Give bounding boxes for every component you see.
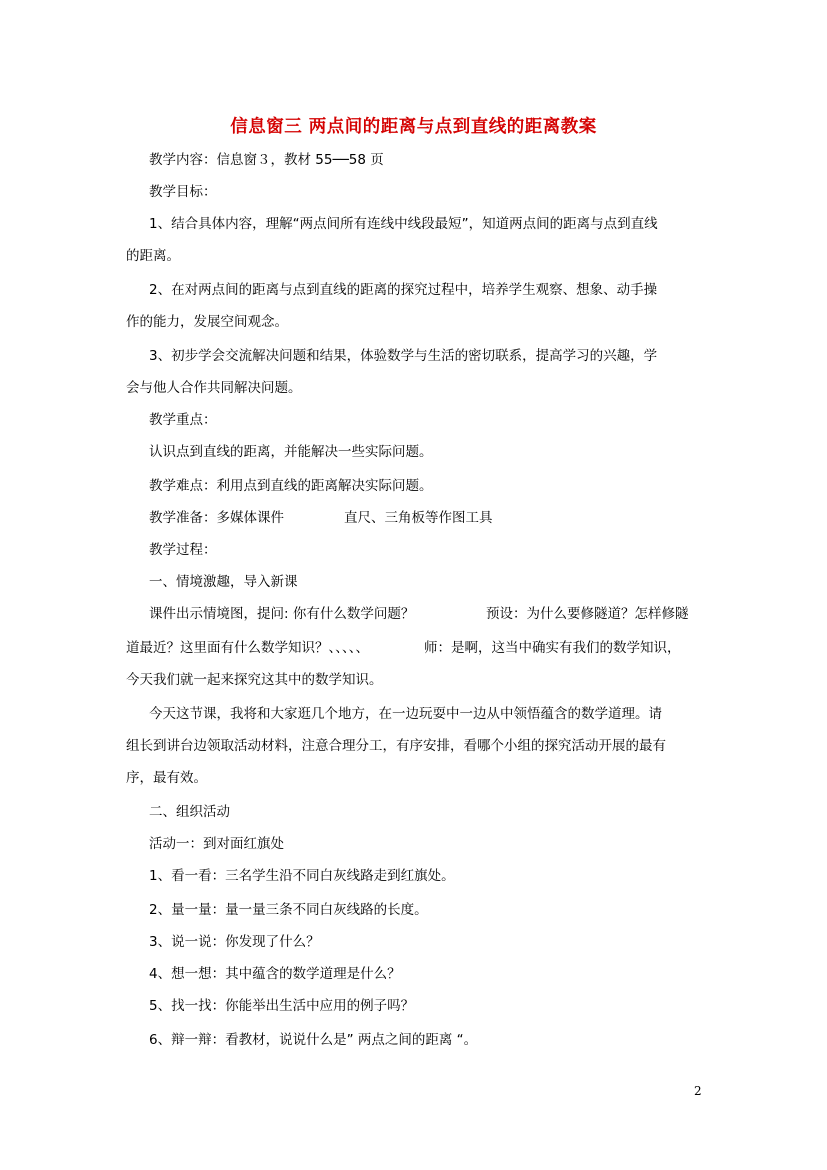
text-line: 教学准备：多媒体课件 xyxy=(149,510,284,526)
text-line: 2、在对两点间的距离与点到直线的距离的探究过程中，培养学生观察、想象、动手操 xyxy=(149,282,658,298)
text-line: 序，最有效。 xyxy=(126,770,207,786)
text-line: 6、辩一辩：看教材，说说什么是” 两点之间的距离 “。 xyxy=(149,1032,478,1048)
text-line: 教学目标： xyxy=(149,184,217,200)
text-line: 二、组织活动 xyxy=(149,804,230,820)
text-line: 师：是啊，这当中确实有我们的数学知识， xyxy=(424,640,681,656)
text-line: 认识点到直线的距离，并能解决一些实际问题。 xyxy=(149,444,433,460)
text-line: 今天我们就一起来探究这其中的数学知识。 xyxy=(126,672,383,688)
text-line: 4、想一想：其中蕴含的数学道理是什么？ xyxy=(149,966,401,982)
page-number: 2 xyxy=(694,1084,702,1098)
text-line: 教学难点：利用点到直线的距离解决实际问题。 xyxy=(149,478,433,494)
text-line: 1、结合具体内容，理解“两点间所有连线中线段最短”，知道两点间的距离与点到直线 xyxy=(149,216,658,232)
text-line: 一、情境激趣，导入新课 xyxy=(149,574,298,590)
text-line: 道最近？这里面有什么数学知识？、、、、、 xyxy=(126,640,369,656)
text-line: 组长到讲台边领取活动材料，注意合理分工，有序安排，看哪个小组的探究活动开展的最有 xyxy=(126,738,666,754)
text-line: 3、初步学会交流解决问题和结果，体验数学与生活的密切联系，提高学习的兴趣，学 xyxy=(149,348,658,364)
text-line: 教学过程： xyxy=(149,542,217,558)
text-line: 今天这节课，我将和大家逛几个地方，在一边玩耍中一边从中领悟蕴含的数学道理。请 xyxy=(149,706,662,722)
text-line: 活动一：到对面红旗处 xyxy=(149,836,284,852)
text-line: 会与他人合作共同解决问题。 xyxy=(126,380,302,396)
text-line: 5、找一找：你能举出生活中应用的例子吗？ xyxy=(149,998,415,1014)
text-line: 的距离。 xyxy=(126,248,180,264)
text-line: 直尺、三角板等作图工具 xyxy=(344,510,493,526)
text-line: 3、说一说：你发现了什么？ xyxy=(149,934,320,950)
text-line: 作的能力，发展空间观念。 xyxy=(126,314,288,330)
document-title: 信息窗三 两点间的距离与点到直线的距离教案 xyxy=(230,117,597,137)
text-line: 1、看一看：三名学生沿不同白灰线路走到红旗处。 xyxy=(149,868,455,884)
text-line: 教学重点： xyxy=(149,412,217,428)
text-line: 课件出示情境图，提问: 你有什么数学问题？ xyxy=(149,606,415,622)
text-line: 2、量一量：量一量三条不同白灰线路的长度。 xyxy=(149,902,428,918)
text-line: 预设：为什么要修隧道？怎样修隧 xyxy=(486,606,689,622)
text-line: 教学内容：信息窗３，教材 55──58 页 xyxy=(149,152,384,168)
